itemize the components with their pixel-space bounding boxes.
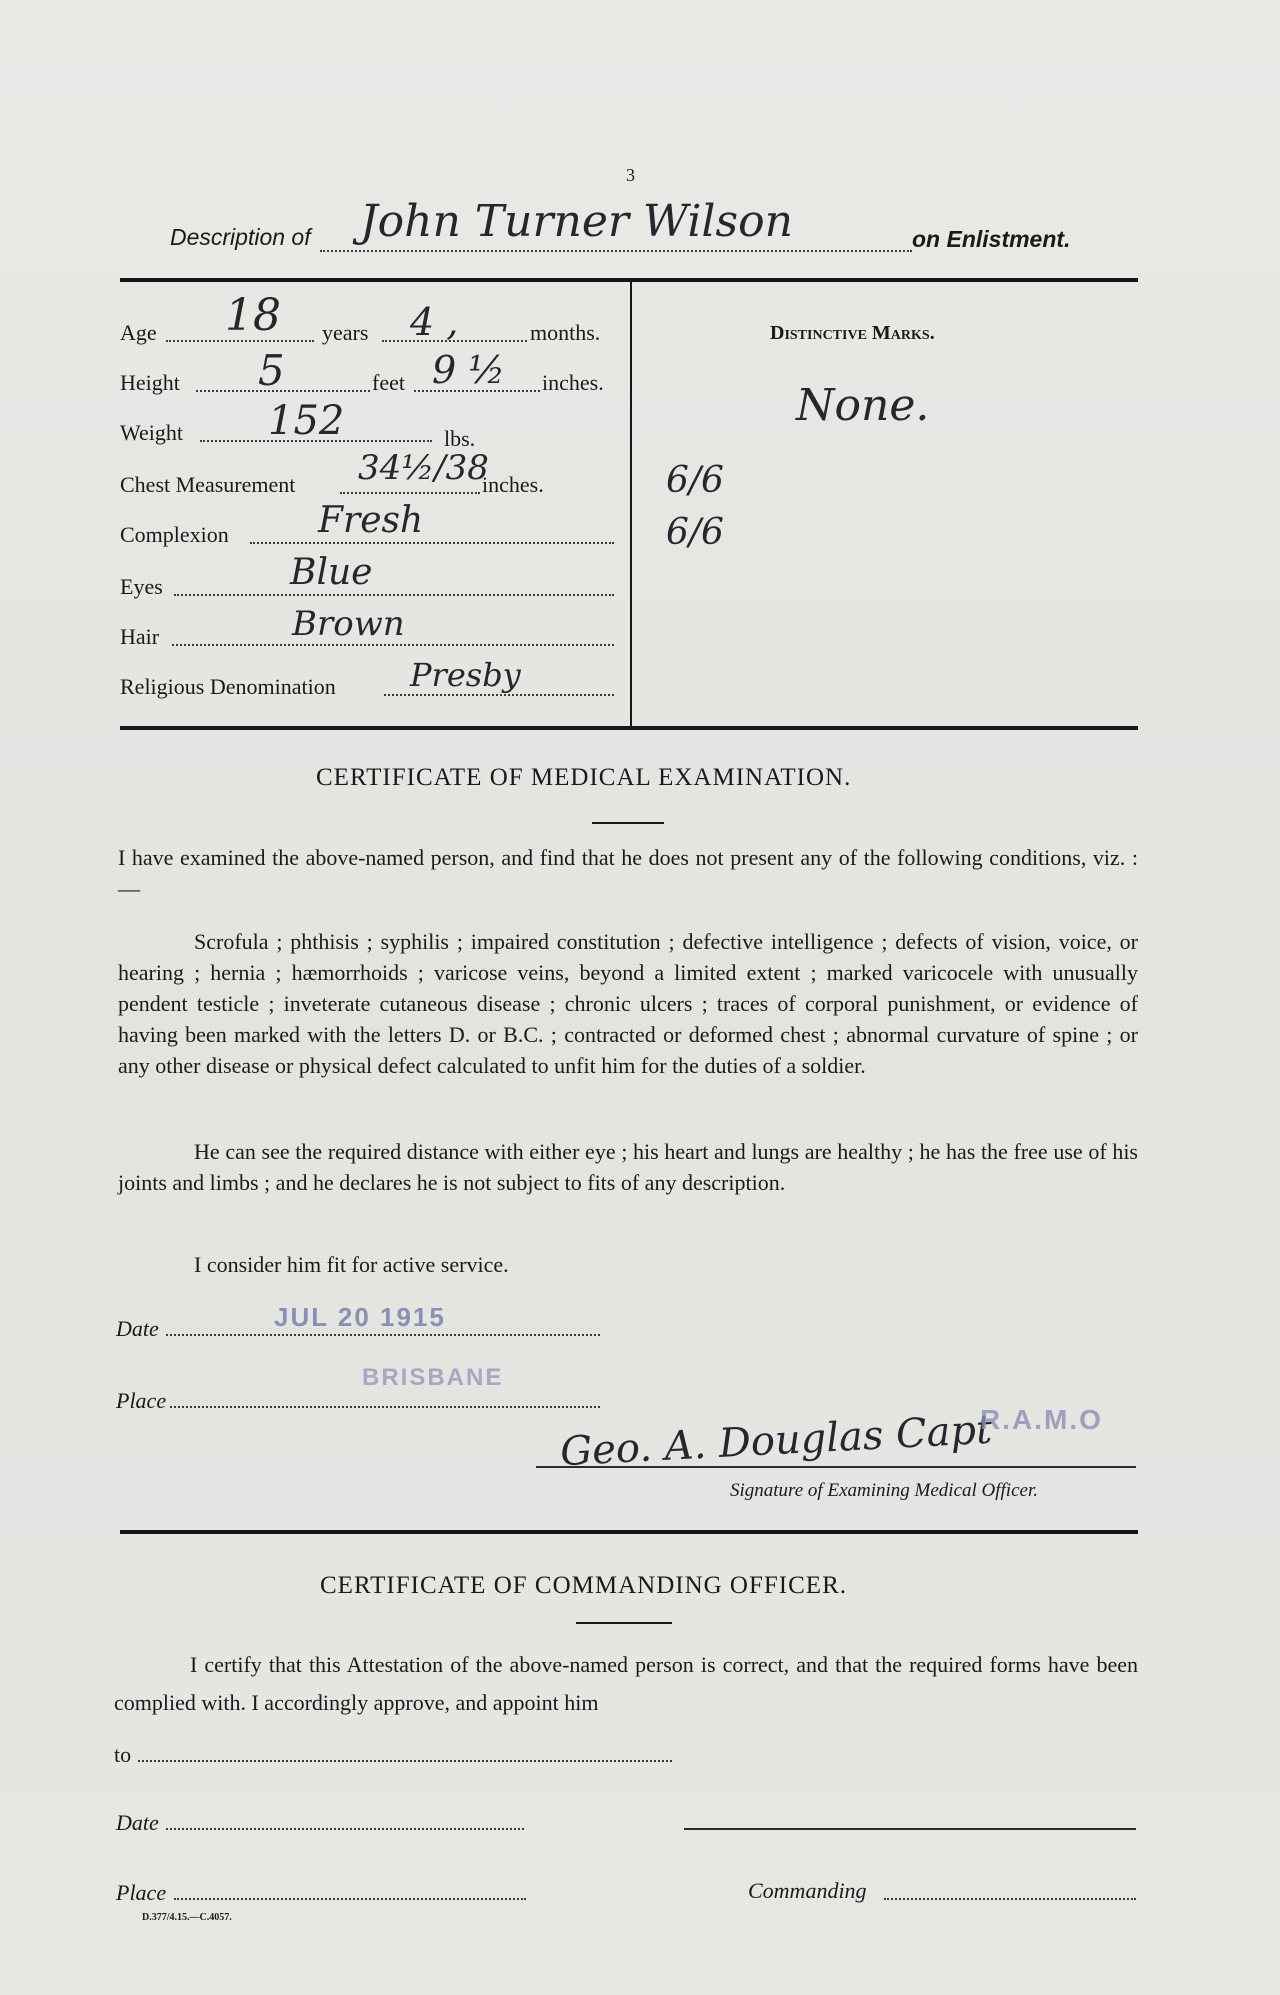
date-stamp: JUL 20 1915 xyxy=(274,1302,446,1332)
eyes-value: Blue xyxy=(290,552,373,593)
name-line xyxy=(320,250,912,252)
height-feet-value: 5 xyxy=(258,346,285,395)
commanding-place-line xyxy=(174,1898,526,1900)
medical-heading: CERTIFICATE OF MEDICAL EXAMINATION. xyxy=(316,764,852,791)
signature-line xyxy=(536,1466,1136,1468)
commanding-date-line xyxy=(166,1828,524,1830)
lbs-label: lbs. xyxy=(444,426,476,451)
description-prefix: Description of xyxy=(170,224,311,250)
eyes-label: Eyes xyxy=(120,574,163,599)
chest-value: 34½/38 xyxy=(358,448,489,488)
commanding-place-label: Place xyxy=(116,1880,167,1905)
section-divider-rule xyxy=(120,1530,1138,1534)
inches-label: inches. xyxy=(542,370,604,395)
age-years-value: 18 xyxy=(225,290,281,341)
vision-value-1: 6/6 xyxy=(666,460,724,501)
commanding-line xyxy=(884,1898,1136,1900)
table-bottom-rule xyxy=(120,726,1138,730)
eyes-line xyxy=(174,594,614,596)
age-label: Age xyxy=(120,320,157,345)
religion-value: Presby xyxy=(410,656,521,694)
commanding-certify: I certify that this Attestation of the above-named person is correct, and that the required forms have been complied with. I accordingly approve, and appoint him xyxy=(114,1652,1138,1715)
medical-sight: He can see the required distance with either eye ; his heart and lungs are healthy ; he has the free use of his joints and limbs ; and he declares he is not subject to fits of any description. xyxy=(118,1139,1138,1195)
recruit-name: John Turner Wilson xyxy=(360,196,793,247)
page-number: 3 xyxy=(626,165,635,185)
commanding-heading: CERTIFICATE OF COMMANDING OFFICER. xyxy=(320,1572,847,1599)
medical-fit: I consider him fit for active service. xyxy=(194,1252,509,1277)
distinctive-marks-value: None. xyxy=(796,380,930,431)
commanding-date-label: Date xyxy=(116,1810,159,1835)
medical-place-label: Place xyxy=(116,1388,167,1413)
feet-label: feet xyxy=(372,370,405,395)
medical-date-label: Date xyxy=(116,1316,159,1341)
commanding-to-label: to xyxy=(114,1742,132,1767)
medical-officer-signature: Geo. A. Douglas Capt xyxy=(559,1406,994,1476)
weight-value: 152 xyxy=(268,398,345,444)
weight-label: Weight xyxy=(120,420,183,445)
religion-line xyxy=(384,694,614,696)
chest-line xyxy=(340,492,480,494)
complexion-label: Complexion xyxy=(120,522,229,547)
medical-place-line xyxy=(170,1406,600,1408)
place-stamp: BRISBANE xyxy=(362,1364,504,1391)
commanding-heading-rule xyxy=(576,1622,672,1624)
height-label: Height xyxy=(120,370,180,395)
hair-line xyxy=(172,644,614,646)
medical-date-line xyxy=(166,1334,600,1336)
description-suffix: on Enlistment. xyxy=(912,226,1071,252)
table-divider xyxy=(630,282,632,728)
complexion-value: Fresh xyxy=(318,500,424,541)
chest-label: Chest Measurement xyxy=(120,472,296,497)
age-months-value: 4 , xyxy=(410,300,459,344)
commanding-label: Commanding xyxy=(748,1878,867,1903)
hair-value: Brown xyxy=(292,604,405,644)
vision-value-2: 6/6 xyxy=(666,512,724,553)
footer-code: D.377/4.15.—C.4057. xyxy=(142,1912,232,1923)
religion-label: Religious Denomination xyxy=(120,674,336,699)
months-label: months. xyxy=(530,320,601,345)
medical-intro: I have examined the above-named person, and find that he does not present any of the following conditions, viz. :— xyxy=(118,845,1138,901)
medical-conditions: Scrofula ; phthisis ; syphilis ; impaired constitution ; defective intelligence ; defects of vision, voice, or hearing ; hernia ; hæmorrhoids ; varicose veins, beyond a limited extent ; marked varicocele with unusually pendent testicle ; inveterate cutaneous disease ; chronic ulcers ; traces of corporal punishment, or evidence of having been marked with the letters D. or B.C. ; contracted or deformed chest ; abnormal curvature of spine ; or any other disease or physical defect calculated to unfit him for the duties of a soldier. xyxy=(118,929,1138,1078)
height-inches-value: 9 ½ xyxy=(432,348,506,392)
chest-inches-label: inches. xyxy=(482,472,544,497)
medical-heading-rule xyxy=(592,822,664,824)
hair-label: Hair xyxy=(120,624,160,649)
distinctive-marks-heading: Distinctive Marks. xyxy=(770,322,935,344)
complexion-line xyxy=(250,542,614,544)
table-top-rule xyxy=(120,278,1138,282)
years-label: years xyxy=(322,320,369,345)
signature-caption: Signature of Examining Medical Officer. xyxy=(730,1480,1038,1501)
commanding-to-line xyxy=(138,1760,672,1762)
signature-stamp: R.A.M.O xyxy=(980,1404,1103,1435)
commanding-signature-line xyxy=(684,1828,1136,1830)
